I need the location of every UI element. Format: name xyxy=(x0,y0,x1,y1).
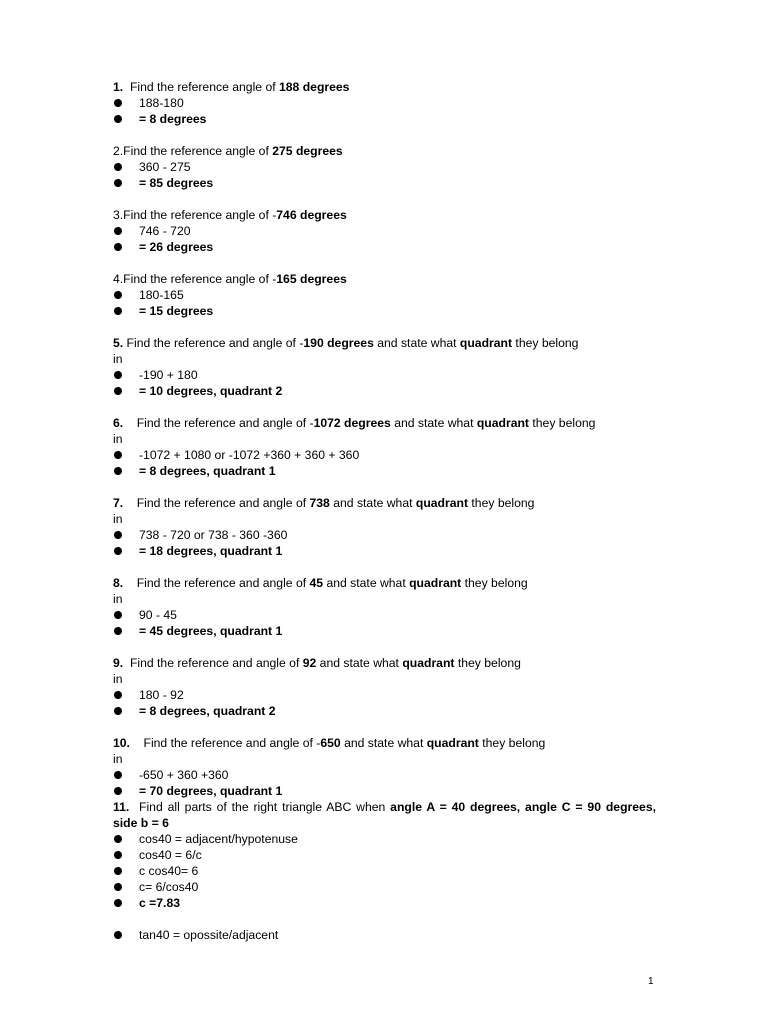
solution-step xyxy=(113,831,656,847)
text-run: cos40 = adjacent/hypotenuse xyxy=(139,832,298,846)
bullet-icon xyxy=(114,243,122,251)
bold-text: = 8 degrees xyxy=(139,112,207,126)
bold-text: c =7.83 xyxy=(139,896,181,910)
text-run: and state what xyxy=(340,736,427,750)
bold-text: 7. xyxy=(113,496,124,510)
solution-step xyxy=(113,863,656,879)
question-text-continuation: in xyxy=(113,752,123,766)
bullet-icon xyxy=(114,707,122,715)
bold-text: 738 xyxy=(309,496,330,510)
text-run: they belong xyxy=(478,736,546,750)
text-run: Find the reference and angle of - xyxy=(123,336,304,350)
bold-text: = 85 degrees xyxy=(139,176,214,190)
solution-steps xyxy=(113,687,656,719)
question-text xyxy=(113,495,656,511)
question-text-continuation: in xyxy=(113,592,123,606)
text-run: cos40 = 6/c xyxy=(139,848,202,862)
bold-text: = 8 degrees, quadrant 2 xyxy=(139,704,276,718)
text-run: 2.Find the reference angle of xyxy=(113,144,273,158)
solution-step xyxy=(113,879,656,895)
question-text-continuation: in xyxy=(113,512,123,526)
solution-step xyxy=(113,383,656,399)
question-text-continuation: in xyxy=(113,352,123,366)
question-6 xyxy=(113,415,656,479)
question-text xyxy=(113,415,656,431)
text-run: and state what xyxy=(390,416,477,430)
question-2 xyxy=(113,143,656,191)
solution-steps xyxy=(113,223,656,255)
text-run: -1072 + 1080 or -1072 +360 + 360 + 360 xyxy=(139,448,360,462)
question-text xyxy=(113,143,656,159)
text-run: they belong xyxy=(454,656,521,670)
bold-text: 10. xyxy=(113,736,130,750)
bullet-icon xyxy=(114,851,122,859)
page-number: 1 xyxy=(648,976,654,987)
text-run: they belong xyxy=(529,416,596,430)
bullet-icon xyxy=(114,835,122,843)
text-run: and state what xyxy=(323,576,410,590)
bold-text: = 70 degrees, quadrant 1 xyxy=(139,784,283,798)
bullet-icon xyxy=(114,227,122,235)
bold-text: 8. xyxy=(113,576,124,590)
text-run: 90 - 45 xyxy=(139,608,177,622)
solution-step xyxy=(113,703,656,719)
text-run: Find the reference and angle of xyxy=(123,656,303,670)
bullet-icon xyxy=(114,691,122,699)
bold-text: 275 degrees xyxy=(272,144,343,158)
worksheet-content xyxy=(113,79,670,943)
solution-step xyxy=(113,239,656,255)
bold-text: 6. xyxy=(113,416,124,430)
bold-text: 650 xyxy=(320,736,341,750)
text-run: 4.Find the reference angle of - xyxy=(113,272,277,286)
question-11 xyxy=(113,799,670,943)
text-run: 188-180 xyxy=(139,96,184,110)
bullet-icon xyxy=(114,531,122,539)
bold-text: = 10 degrees, quadrant 2 xyxy=(139,384,283,398)
solution-step xyxy=(113,303,656,319)
solution-step xyxy=(113,607,656,623)
bullet-icon xyxy=(114,179,122,187)
text-run: and state what xyxy=(373,336,460,350)
question-text xyxy=(113,335,656,351)
question-4 xyxy=(113,271,656,319)
solution-steps xyxy=(113,287,656,319)
bold-text: quadrant xyxy=(409,576,462,590)
text-run: they belong xyxy=(512,336,579,350)
question-10 xyxy=(113,735,656,799)
solution-step xyxy=(113,223,656,239)
solution-step xyxy=(113,175,656,191)
bullet-icon xyxy=(114,883,122,891)
text-run: 360 - 275 xyxy=(139,160,191,174)
bullet-icon xyxy=(114,99,122,107)
solution-step xyxy=(113,527,656,543)
bold-text: 165 degrees xyxy=(276,272,347,286)
bullet-icon xyxy=(114,163,122,171)
text-run: 3.Find the reference angle of - xyxy=(113,208,277,222)
bold-text: = 18 degrees, quadrant 1 xyxy=(139,544,283,558)
text-run: 746 - 720 xyxy=(139,224,191,238)
text-run: -190 + 180 xyxy=(139,368,198,382)
solution-steps xyxy=(113,527,656,559)
text-run: -650 + 360 +360 xyxy=(139,768,229,782)
question-text xyxy=(113,735,656,751)
text-run: Find the reference and angle of - xyxy=(129,736,321,750)
bold-text: quadrant xyxy=(402,656,455,670)
bullet-icon xyxy=(114,931,122,939)
question-text xyxy=(113,655,656,671)
question-9 xyxy=(113,655,656,719)
solution-steps xyxy=(113,159,656,191)
question-text-continuation: in xyxy=(113,672,123,686)
bullet-icon xyxy=(114,787,122,795)
question-text xyxy=(113,575,656,591)
bold-text: quadrant xyxy=(415,496,469,510)
bullet-icon xyxy=(114,547,122,555)
bullet-icon xyxy=(114,371,122,379)
solution-step xyxy=(113,687,656,703)
solution-step xyxy=(113,783,656,799)
question-3 xyxy=(113,207,656,255)
solution-step xyxy=(113,767,656,783)
solution-step xyxy=(113,463,656,479)
solution-steps xyxy=(113,447,656,479)
solution-steps xyxy=(113,367,656,399)
text-run: they belong xyxy=(468,496,535,510)
question-8 xyxy=(113,575,656,639)
solution-step xyxy=(113,287,656,303)
text-run: and state what xyxy=(329,496,416,510)
bold-text: 5. xyxy=(113,336,124,350)
bold-text: 190 degrees xyxy=(303,336,374,350)
bold-text: 9. xyxy=(113,656,124,670)
bullet-icon xyxy=(114,627,122,635)
text-run: and state what xyxy=(316,656,403,670)
bold-text: 45 xyxy=(309,576,324,590)
text-run: Find the reference and angle of - xyxy=(123,416,314,430)
bullet-icon xyxy=(114,451,122,459)
bold-text: quadrant xyxy=(426,736,479,750)
bold-text: = 26 degrees xyxy=(139,240,214,254)
solution-step xyxy=(113,543,656,559)
bullet-icon xyxy=(114,115,122,123)
solution-step xyxy=(113,367,656,383)
solution-step xyxy=(113,623,656,639)
text-run: 180 - 92 xyxy=(139,688,184,702)
solution-step xyxy=(113,447,656,463)
bold-text: 11. xyxy=(113,800,130,814)
bold-text: = 45 degrees, quadrant 1 xyxy=(139,624,283,638)
question-text xyxy=(113,79,656,95)
bullet-icon xyxy=(114,307,122,315)
text-run: c cos40= 6 xyxy=(139,864,199,878)
text-run: they belong xyxy=(461,576,528,590)
solution-step xyxy=(113,159,656,175)
solution-steps xyxy=(113,607,656,639)
solution-step xyxy=(113,847,656,863)
solution-steps xyxy=(113,95,656,127)
bullet-icon xyxy=(114,467,122,475)
bold-text: 92 xyxy=(302,656,317,670)
spacer xyxy=(113,911,656,927)
question-7 xyxy=(113,495,656,559)
bold-text: quadrant xyxy=(459,336,513,350)
bold-text: 1072 degrees xyxy=(313,416,391,430)
text-run: Find the reference and angle of xyxy=(123,576,310,590)
bold-text: 746 degrees xyxy=(276,208,347,222)
bold-text: = 8 degrees, quadrant 1 xyxy=(139,464,276,478)
solution-steps xyxy=(113,767,656,799)
text-run: 180-165 xyxy=(139,288,184,302)
solution-step xyxy=(113,927,656,943)
bold-text: = 15 degrees xyxy=(139,304,214,318)
bold-text: 188 degrees xyxy=(279,80,350,94)
question-text-continuation: in xyxy=(113,432,123,446)
question-5 xyxy=(113,335,656,399)
question-text xyxy=(113,799,670,831)
bold-text: 1. xyxy=(113,80,124,94)
solution-step xyxy=(113,895,656,911)
bold-text: quadrant xyxy=(476,416,529,430)
text-run: Find all parts of the right triangle ABC when xyxy=(129,800,391,814)
solution-steps xyxy=(113,831,656,943)
text-run: 738 - 720 or 738 - 360 -360 xyxy=(139,528,288,542)
question-text xyxy=(113,271,656,287)
bullet-icon xyxy=(114,771,122,779)
text-run: Find the reference angle of xyxy=(123,80,279,94)
solution-step xyxy=(113,95,656,111)
solution-step xyxy=(113,111,656,127)
text-run: tan40 = opossite/adjacent xyxy=(139,928,279,942)
bullet-icon xyxy=(114,291,122,299)
bullet-icon xyxy=(114,867,122,875)
bullet-icon xyxy=(114,387,122,395)
bullet-icon xyxy=(114,611,122,619)
text-run: c= 6/cos40 xyxy=(139,880,199,894)
question-1 xyxy=(113,79,656,127)
bullet-icon xyxy=(114,899,122,907)
text-run: Find the reference and angle of xyxy=(123,496,310,510)
bold-text: angle A = 40 degrees, angle C = 90 degrees, side b = 6 xyxy=(113,800,670,830)
question-text xyxy=(113,207,656,223)
